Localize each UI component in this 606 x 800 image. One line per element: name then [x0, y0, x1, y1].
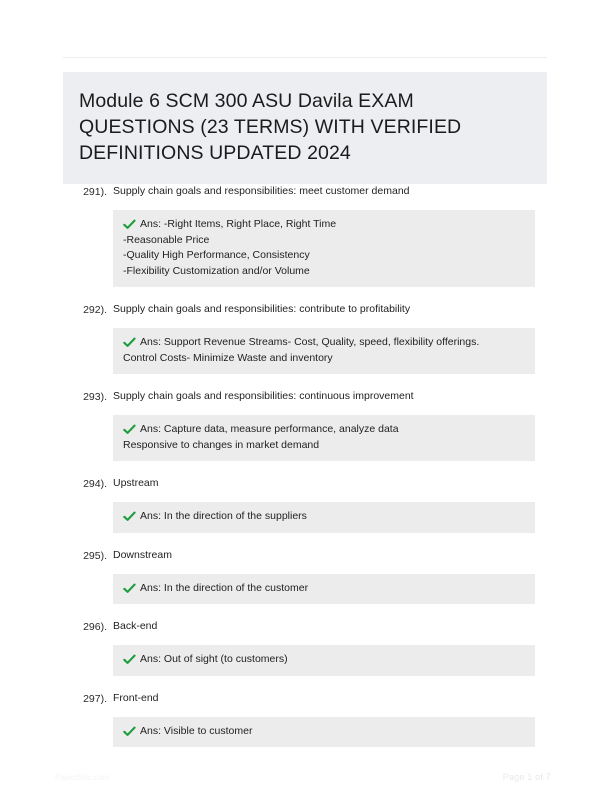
answer-first-line [123, 509, 525, 525]
qa-block [0, 475, 606, 547]
green-check-icon [123, 653, 136, 666]
question-text: Front-end [113, 691, 159, 704]
question-row [0, 690, 606, 707]
page-number: Page 1 of 7 [502, 772, 551, 782]
qa-block [0, 618, 606, 690]
page-title: Module 6 SCM 300 ASU Davila EXAM QUESTIONS (23 TERMS) WITH VERIFIED DEFINITIONS UPDATED 2024 [79, 90, 462, 164]
question-row [0, 301, 606, 318]
page-footer [0, 754, 606, 800]
answer-box [113, 415, 535, 461]
qa-block [0, 388, 606, 475]
green-check-icon [123, 218, 136, 231]
question-row [0, 388, 606, 405]
answer-text: Ans: Capture data, measure performance, analyze data [140, 423, 399, 435]
green-check-icon [123, 510, 136, 523]
answer-first-line [123, 581, 525, 597]
green-check-icon [123, 582, 136, 595]
answer-text: Ans: -Right Items, Right Place, Right Time [140, 218, 337, 230]
document-title-band [63, 72, 547, 184]
question-row [0, 547, 606, 564]
question-number: 295). [83, 549, 107, 562]
answer-text: Ans: Visible to customer [140, 724, 253, 737]
answer-box [113, 328, 535, 374]
answer-first-line [123, 217, 525, 233]
question-text: Upstream [113, 477, 159, 489]
qa-block [0, 301, 606, 388]
qa-block [0, 547, 606, 619]
answer-box [113, 210, 535, 287]
answer-line: Control Costs- Minimize Waste and inventory [123, 351, 333, 364]
answer-first-line [123, 335, 525, 351]
answer-first-line [123, 652, 525, 668]
answer-line: Responsive to changes in market demand [123, 438, 320, 451]
question-number: 296). [83, 621, 107, 633]
header-divider [63, 57, 547, 58]
answer-text: Ans: In the direction of the customer [140, 581, 309, 594]
question-number: 294). [83, 478, 107, 490]
answer-line: -Reasonable Price [123, 233, 210, 246]
question-number: 292). [83, 304, 107, 316]
question-text: Supply chain goals and responsibilities: meet customer demand [113, 185, 410, 197]
answer-line: -Flexibility Customization and/or Volume [123, 264, 310, 277]
question-text: Supply chain goals and responsibilities: continuous improvement [113, 390, 414, 402]
green-check-icon [123, 423, 136, 436]
answer-first-line [123, 724, 525, 740]
green-check-icon [123, 725, 136, 738]
answer-box [113, 502, 535, 533]
answer-box [113, 717, 535, 748]
qa-block [0, 690, 606, 762]
question-number: 297). [83, 692, 107, 705]
answer-line: -Quality High Performance, Consistency [123, 249, 310, 261]
answer-text: Ans: In the direction of the suppliers [140, 510, 307, 522]
answer-box [113, 574, 535, 605]
question-number: 293). [83, 391, 107, 403]
question-text: Back-end [113, 620, 158, 632]
question-text: Supply chain goals and responsibilities: contribute to profitability [113, 303, 411, 315]
question-row [0, 475, 606, 492]
question-text: Downstream [113, 548, 172, 561]
question-number: 291). [83, 186, 107, 198]
qa-block [0, 183, 606, 301]
answer-box [113, 645, 535, 676]
questions-list [0, 183, 606, 761]
footer-watermark: PaperStic.com [55, 773, 110, 782]
answer-text: Ans: Out of sight (to customers) [140, 653, 288, 665]
answer-first-line [123, 422, 525, 438]
answer-text: Ans: Support Revenue Streams- Cost, Quality, speed, flexibility offerings. [140, 336, 480, 348]
question-row [0, 618, 606, 635]
green-check-icon [123, 336, 136, 349]
question-row [0, 183, 606, 200]
